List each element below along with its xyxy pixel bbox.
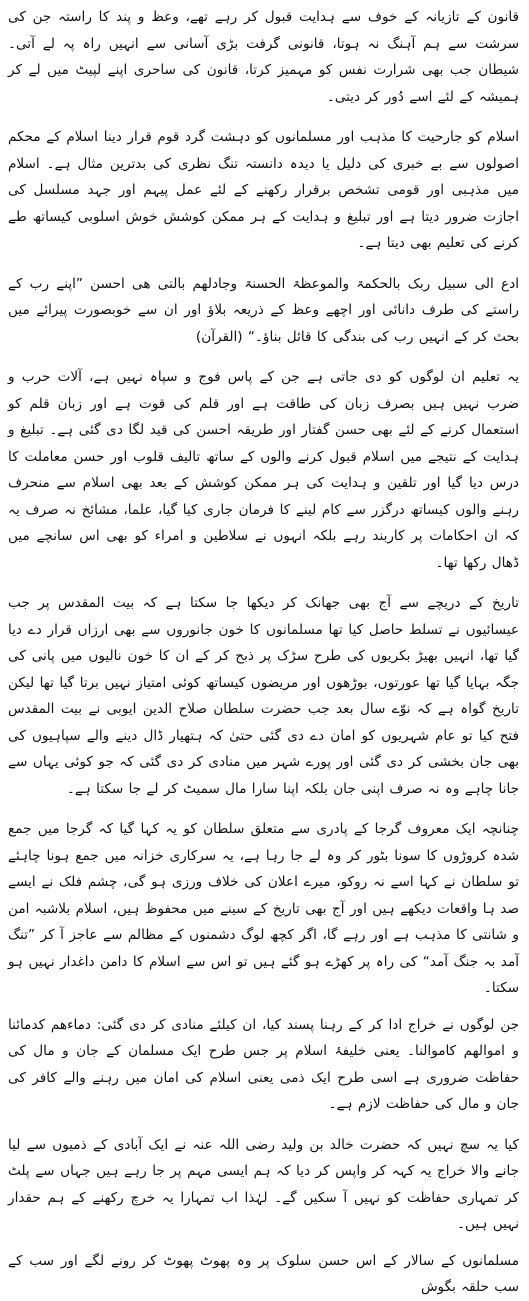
- paragraph-4: یہ تعلیم ان لوگوں کو دی جاتی ہے جن کے پاس فوج و سپاہ نہیں ہے، آلات حرب و ضرب نہیں ہیں بصرف زبان کی طاقت ہے اور قلم کی قوت ہے اور زبان قلم کو استعمال کرنے کے لئے بھی حسن گفتار اور طریقہ احسن کی قید لگا دی گئی ہے۔ تبلیغ و ہدایت کے نتیجے میں اسلام قبول کرنے والوں کے ساتھ تالیف قلوب اور حسن معاملت کا درس دیا گیا اور تلقین و ہدایت کی ہر ممکن کوشش کے بعد بھی اسلام سے منحرف رہنے والوں کیساتھ درگزر سے کام لینے کا فرمان جاری کیا گیا، علما، مشائخ نہ صرف یہ کہ ان احکامات پر کاربند رہے بلکہ انہوں نے سلاطین و امراء کو بھی اس سانچے میں ڈھال رکھا تھا۔: [8, 369, 519, 571]
- paragraph-3-quran-verse: ادع الی سبیل ربک بالحکمۃ والموعظۃ الحسنۃ وجادلھم بالتی ھی احسن ”اپنے رب کے راستے کی طرف دانائی اور اچھے وعظ کے ذریعہ بلاؤ اور ان سے خوبصورت پیرائے میں بحث کر کے انہیں رب کی بندگی کا قائل بناؤ۔“ (القرآن): [8, 275, 519, 345]
- paragraph-8: کیا یہ سچ نہیں کہ حضرت خالد بن ولید رضی اللہ عنہ نے ایک آبادی کے ذمیوں سے لیا جانے والا خراج یہ کہہ کر واپس کر دیا کہ ہم ایسی مہم پر جا رہے ہیں جہاں سے پلٹ کر تمہاری حفاظت کو نہیں آ سکیں گے۔ لہٰذا اب تمہارا یہ خرچ رکھنے کے ہم حقدار نہیں ہیں۔: [8, 1136, 519, 1232]
- paragraph-5: تاریخ کے دریچے سے آج بھی جھانک کر دیکھا جا سکتا ہے کہ بیت المقدس پر جب عیسائیوں نے تسلط حاصل کیا تھا مسلمانوں کا خون جانوروں سے بھی ارزاں قرار دے دیا گیا تھا، انہیں بھیڑ بکریوں کی طرح سڑک پر ذبح کر کے ان کا خون نالیوں میں پانی کی جگہ بہایا گیا تھا عورتوں، بوڑھوں اور مریضوں کیساتھ کوئی امتیاز نہیں برتا گیا تھا لیکن تاریخ گواہ ہے کہ نوّے سال بعد جب حضرت سلطان صلاح الدین ایوبی نے بیت المقدس فتح کیا تو عام شہریوں کو امان دے دی گئی حتیٰ کہ ہتھیار ڈال دینے والے سپاہیوں کی بھی جان بخشی کر دی گئی اور پورے شہر میں منادی کر دی گئی کہ جو کوئی یہاں سے جانا چاہے وہ نہ صرف اپنی جان بلکہ اپنا سارا مال سمیٹ کر لے جا سکتا ہے۔: [8, 595, 519, 797]
- paragraph-9: مسلمانوں کے سالار کے اس حسن سلوک پر وہ پھوٹ پھوٹ کر رونے لگے اور سب کے سب حلقہ بگوش: [8, 1252, 519, 1295]
- paragraph-6: چنانچہ ایک معروف گرجا کے پادری سے متعلق سلطان کو یہ کہا گیا کہ گرجا میں جمع شدہ کروڑوں کا سونا بٹور کر وہ لے جا رہا ہے، یہ سرکاری خزانہ میں جمع ہونا چاہئے تو سلطان نے کہا اسے نہ روکو، میرے اعلان کی خلاف ورزی ہو گی، چشم فلک نے ایسے صد ہا واقعات دیکھے ہیں اور آج بھی تاریخ کے سینے میں محفوظ ہیں، اسلام بلاشبہ امن و شانتی کا مذہب ہے اور رہے گا، اگر کچھ لوگ دشمنوں کے مظالم سے عاجز آ کر ”تنگ آمد بہ جنگ آمد“ کی راہ پر کھڑے ہو گئے ہیں تو اس سے اسلام کا دامن داغدار نہیں ہو سکتا۔: [8, 821, 519, 996]
- paragraph-1: قانون کے تازیانہ کے خوف سے ہدایت قبول کر رہے تھے، وعظ و پند کا راستہ جن کی سرشت سے ہم آہنگ نہ ہوتا، قانونی گرفت بڑی آسانی سے انہیں راہ پہ لے آتی۔ شیطان جب بھی شرارت نفس کو مہمیز کرتا، قانون کی ساحری اپنے لپیٹ میں لے کر ہمیشہ کے لئے اسے دُور کر دیتی۔: [8, 9, 519, 105]
- paragraph-7: جن لوگوں نے خراج ادا کر کے رہنا پسند کیا، ان کیلئے منادی کر دی گئی: دماءھم کدمائنا و اموالھم کاموالنا۔ یعنی خلیفۂ اسلام پر جس طرح ایک مسلمان کے جان و مال کی حفاظت ضروری ہے اسی طرح ایک ذمی یعنی اسلام کی امان میں رہنے والے کافر کی جان و مال کی حفاظت لازم ہے۔: [8, 1016, 519, 1112]
- paragraph-2: اسلام کو جارحیت کا مذہب اور مسلمانوں کو دہشت گرد قوم قرار دینا اسلام کے محکم اصولوں سے بے خبری کی دلیل یا دیدہ دانستہ تنگ نظری کی بدترین مثال ہے۔ اسلام میں مذہبی اور قومی تشخص برقرار رکھنے کے لئے عمل پیہم اور جہد مسلسل کی اجازت ضرور دیتا ہے اور تبلیغ و ہدایت کے ہر ممکن کوشش خوش اسلوبی کیساتھ طے کرنے کی تعلیم بھی دیتا ہے۔: [8, 129, 519, 251]
